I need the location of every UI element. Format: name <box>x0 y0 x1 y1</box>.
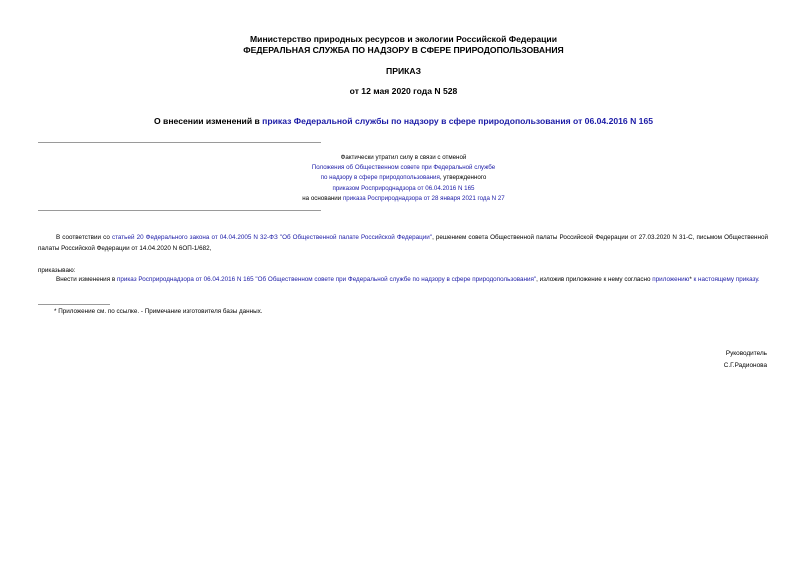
footnote-rule <box>38 304 110 305</box>
status-cancel-order-link[interactable]: приказа Росприроднадзора от 28 января 2021 года N 27 <box>342 194 505 202</box>
directive-suffix-link[interactable]: к настоящему приказу. <box>691 276 760 283</box>
service-name: ФЕДЕРАЛЬНАЯ СЛУЖБА ПО НАДЗОРУ В СФЕРЕ ПРИРОДОПОЛЬЗОВАНИЯ <box>243 45 564 55</box>
preamble-paragraph <box>38 233 768 254</box>
status-line-1: Фактически утратил силу в связи с отменой <box>340 154 467 161</box>
status-order-link[interactable]: приказом Росприроднадзора от 06.04.2016 N 165 <box>332 184 475 192</box>
order-word: приказываю: <box>38 267 76 274</box>
doc-type: ПРИКАЗ <box>386 66 421 76</box>
status-top-rule <box>38 142 321 143</box>
status-note <box>0 153 807 204</box>
amended-order-link[interactable]: приказ Росприроднадзора от 06.04.2016 N 165 "Об Общественном совете при Федеральной службе по надзору в сфере природопользования" <box>116 276 537 283</box>
status-line-5-prefix: на основании <box>302 194 343 202</box>
preamble-rest: , решением совета Общественной палаты Российской Федерации от 27.03.2020 N 31-С, письмом Общественной палаты Российской Федерации от 14.04.2020 N 6ОП-1/682, <box>38 234 768 252</box>
appendix-link[interactable]: приложению <box>652 276 690 283</box>
status-regulation-link-1[interactable]: Положения об Общественном совете при Федеральной службе <box>311 164 496 172</box>
doc-date-number: от 12 мая 2020 года N 528 <box>349 86 458 96</box>
page-title <box>0 116 807 126</box>
signature-role: Руководитель <box>725 350 767 357</box>
footnote: * Приложение см. по ссылке. - Примечание изготовителя базы данных. <box>54 308 263 315</box>
status-bottom-rule <box>38 210 321 211</box>
status-regulation-link-2[interactable]: по надзору в сфере природопользования <box>320 174 440 182</box>
ministry-name: Министерство природных ресурсов и экологии Российской Федерации <box>250 34 557 44</box>
title-prefix: О внесении изменений в <box>153 116 263 126</box>
preamble-prefix: В соответствии со <box>56 234 112 241</box>
status-line-3-suffix: , утвержденного <box>439 174 487 182</box>
directive-prefix: Внести изменения в <box>56 276 117 283</box>
directive-paragraph <box>38 275 768 286</box>
signature-block <box>724 348 767 372</box>
signature-name: С.Г.Радионова <box>723 362 767 369</box>
appendix-footnote-mark: * <box>689 276 692 283</box>
federal-law-link[interactable]: статьей 20 Федерального закона от 04.04.2005 N 32-ФЗ "Об Общественной палате Российской Федерации" <box>111 234 433 241</box>
directive-middle: , изложив приложение к нему согласно <box>536 276 653 283</box>
title-order-link[interactable]: приказ Федеральной службы по надзору в сфере природопользования от 06.04.2016 N 165 <box>262 116 654 126</box>
